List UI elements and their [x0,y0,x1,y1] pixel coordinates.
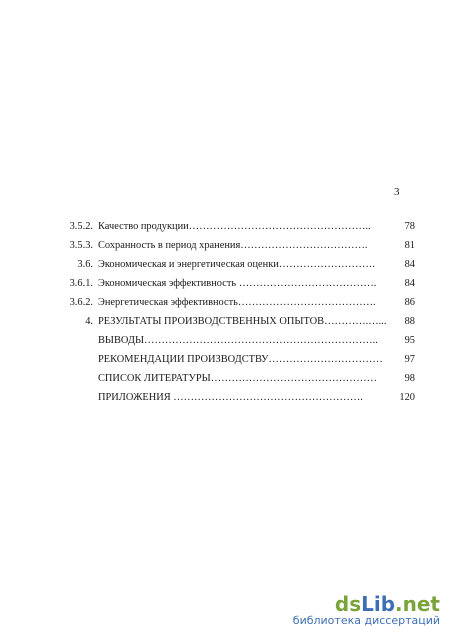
toc-entry [55,274,415,293]
toc-entry-number: 3.6. [77,259,93,270]
toc-entry-page: 120 [399,392,415,403]
toc-entry-title: РЕЗУЛЬТАТЫ ПРОИЗВОДСТВЕННЫХ ОПЫТОВ………….…... [98,316,387,327]
toc-entry-page: 97 [404,354,415,365]
toc-entry-page: 81 [404,240,415,251]
toc-entry [55,293,415,312]
toc-entry-page: 95 [404,335,415,346]
page-number: 3 [394,186,400,198]
toc-entry [55,350,415,369]
toc-entry-title: СПИСОК ЛИТЕРАТУРЫ………………………………………… [98,373,377,384]
logo-ds-text: ds [334,592,362,616]
toc-entry-page: 98 [404,373,415,384]
toc-entry-title: Качество продукции…………………………………………….. [98,221,371,232]
toc-entry [55,369,415,388]
toc-entry [55,236,415,255]
toc-entry-title: РЕКОМЕНДАЦИИ ПРОИЗВОДСТВУ…………………………… [98,354,383,365]
toc-entry-page: 86 [404,297,415,308]
toc-entry [55,312,415,331]
logo-lib-text: Lib [361,592,396,616]
table-of-contents [55,217,415,407]
logo-net-text: .net [395,592,440,616]
toc-entry [55,217,415,236]
toc-entry [55,255,415,274]
toc-entry-page: 88 [404,316,415,327]
watermark-subtitle: библиотека диссертаций [292,614,440,627]
toc-entry [55,331,415,350]
toc-entry-title: ПРИЛОЖЕНИЯ ………………………………………………. [98,392,363,403]
dslib-watermark [293,594,440,628]
toc-entry-title: ВЫВОДЫ………………………………………………………….. [98,335,378,346]
toc-entry-number: 4. [85,316,93,327]
toc-entry-page: 78 [404,221,415,232]
toc-entry-title: Экономическая эффективность …………………………………. [98,278,377,289]
toc-entry-title: Энергетическая эффективность…………………………………. [98,297,376,308]
toc-entry-page: 84 [404,278,415,289]
toc-entry-number: 3.6.2. [69,297,93,308]
toc-entry [55,388,415,407]
toc-entry-number: 3.6.1. [69,278,93,289]
toc-entry-title: Экономическая и энергетическая оценки………………………. [98,259,375,270]
toc-entry-number: 3.5.2. [69,221,93,232]
toc-entry-page: 84 [404,259,415,270]
dslib-logo [293,594,440,614]
toc-entry-number: 3.5.3. [69,240,93,251]
toc-entry-title: Сохранность в период хранения………………………………. [98,240,368,251]
